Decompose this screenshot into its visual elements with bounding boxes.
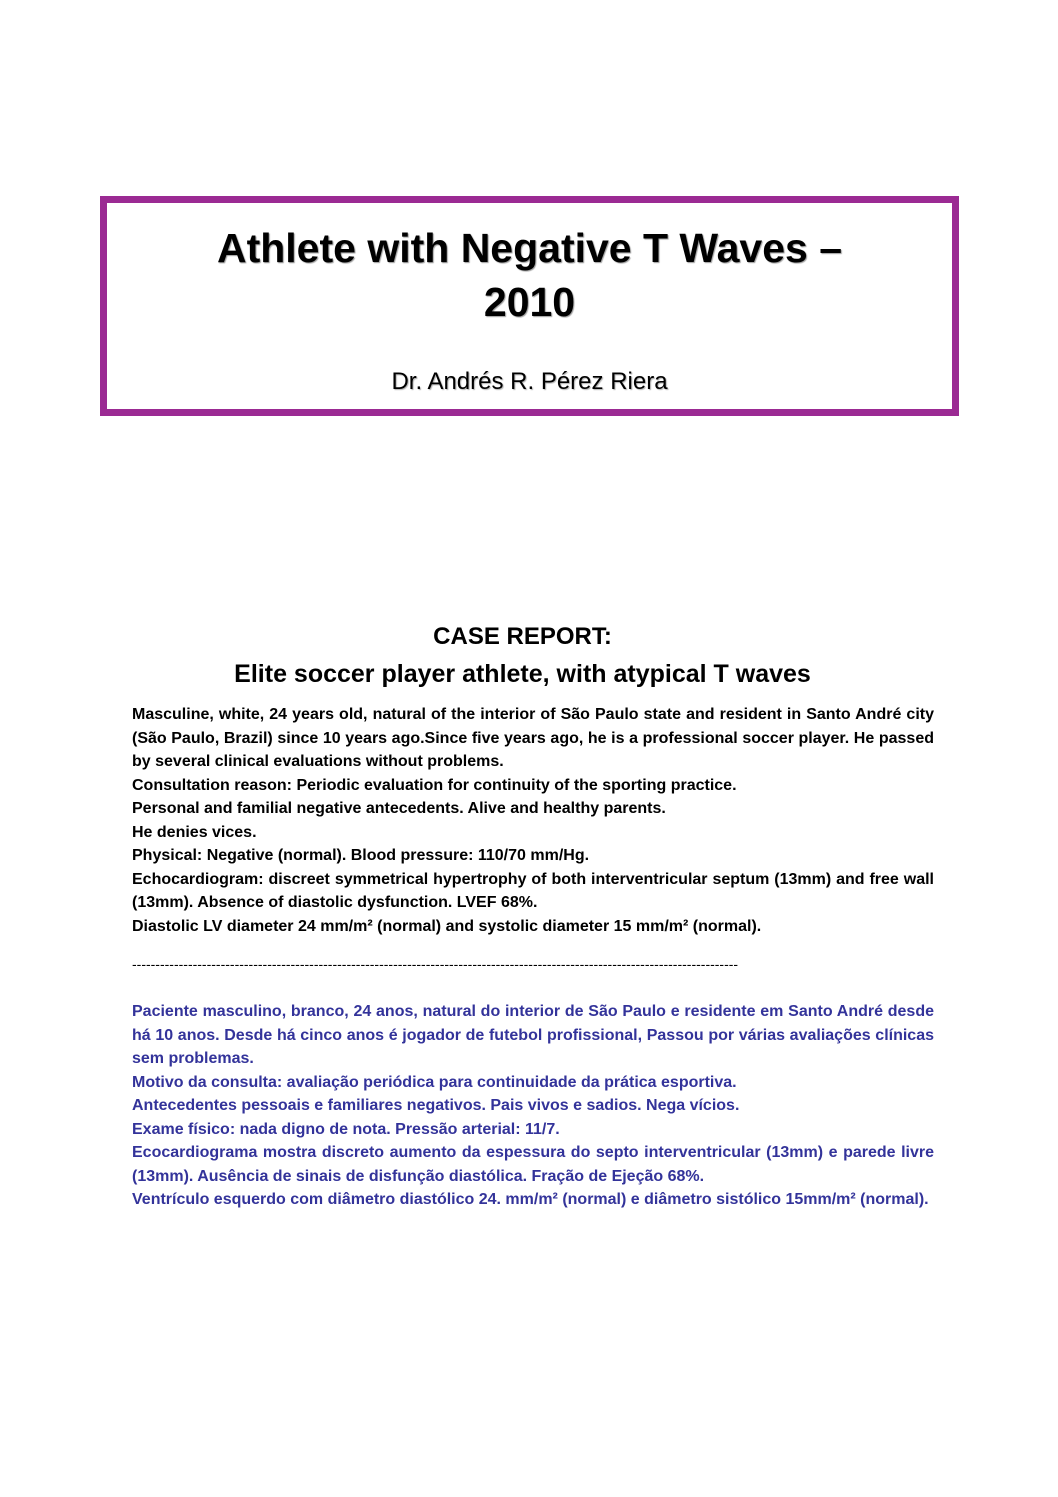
pt-paragraph-history: Paciente masculino, branco, 24 anos, natural do interior de São Paulo e residente em Santo André desde há 10 anos. Desde há cinco anos é jogador de futebol profissional, Passou por várias avaliações clínicas sem problemas. <box>132 1003 934 1067</box>
portuguese-report <box>132 1000 934 1212</box>
title-line-1: Athlete with Negative T Waves – <box>216 225 843 271</box>
en-paragraph-physical: Physical: Negative (normal). Blood pressure: 110/70 mm/Hg. <box>132 847 590 864</box>
title-box <box>100 196 959 416</box>
pt-paragraph-echocardiogram: Ecocardiograma mostra discreto aumento da espessura do septo interventricular (13mm) e parede livre (13mm). Ausência de sinais de disfunção diastólica. Fração de Ejeção 68%. <box>132 1144 934 1185</box>
english-report <box>132 703 934 938</box>
en-paragraph-history: Masculine, white, 24 years old, natural of the interior of São Paulo state and resident in Santo André city (São Paulo, Brazil) since 10 years ago.Since five years ago, he is a professional soccer player. He passed by several clinical evaluations without problems. <box>132 706 934 770</box>
en-paragraph-consultation: Consultation reason: Periodic evaluation for continuity of the sporting practice. <box>132 776 737 794</box>
title-line-2: 2010 <box>483 279 576 325</box>
case-report-heading: CASE REPORT: <box>433 623 612 650</box>
en-paragraph-diameters: Diastolic LV diameter 24 mm/m² (normal) and systolic diameter 15 mm/m² (normal). <box>132 917 762 935</box>
pt-paragraph-antecedents: Antecedentes pessoais e familiares negativos. Pais vivos e sadios. Nega vícios. <box>132 1097 740 1114</box>
en-paragraph-vices: He denies vices. <box>132 823 257 841</box>
author-name: Dr. Andrés R. Pérez Riera <box>391 368 668 395</box>
document-title <box>107 221 952 329</box>
pt-paragraph-consultation: Motivo da consulta: avaliação periódica para continuidade da prática esportiva. <box>132 1073 737 1091</box>
pt-paragraph-diameters: Ventrículo esquerdo com diâmetro diastólico 24. mm/m² (normal) e diâmetro sistólico 15mm/m² (normal). <box>132 1191 929 1208</box>
pt-paragraph-physical: Exame físico: nada digno de nota. Pressão arterial: 11/7. <box>132 1120 560 1138</box>
section-divider: ---------------------------------------------------------------------------------------------------------------------------------- <box>132 956 739 972</box>
en-paragraph-echocardiogram: Echocardiogram: discreet symmetrical hypertrophy of both interventricular septum (13mm) and free wall (13mm). Absence of diastolic dysfunction. LVEF 68%. <box>132 870 934 911</box>
case-report-subheading: Elite soccer player athlete, with atypical T waves <box>234 660 811 688</box>
en-paragraph-antecedents: Personal and familial negative antecedents. Alive and healthy parents. <box>132 800 666 817</box>
